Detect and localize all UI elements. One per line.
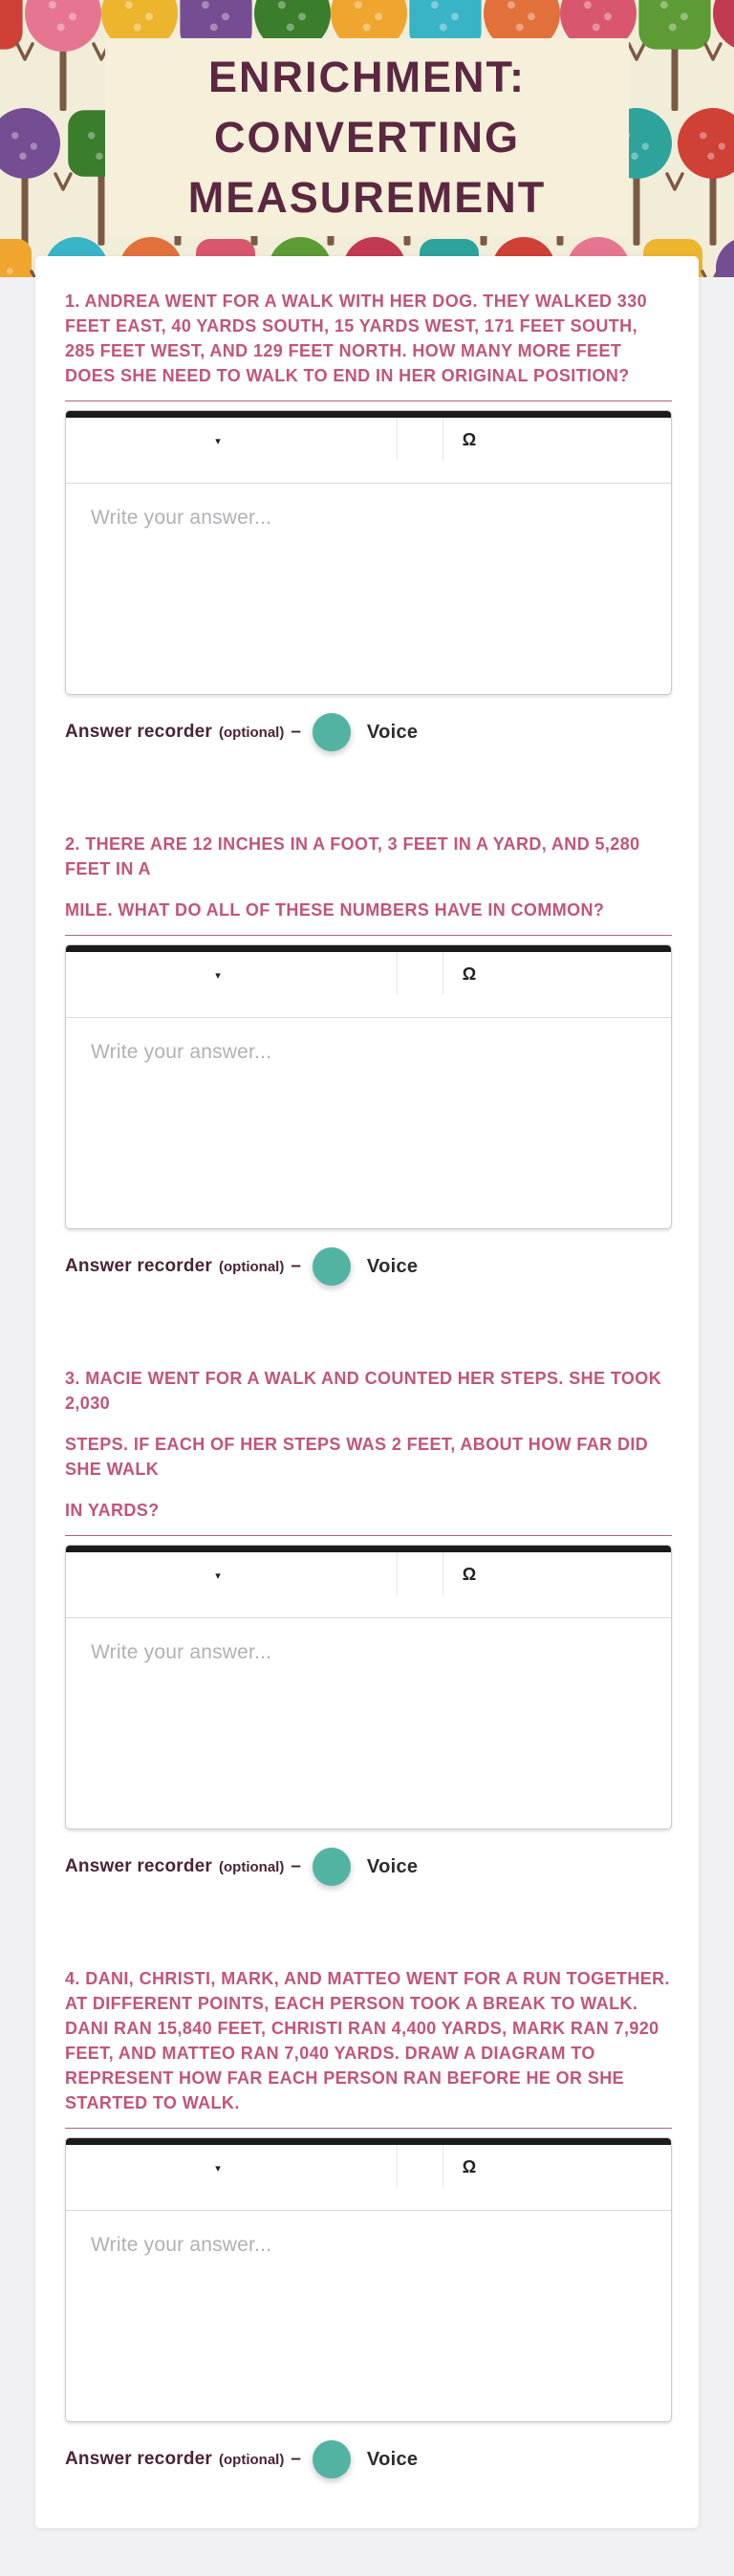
omega-icon: Ω xyxy=(462,429,477,449)
question-paragraph: STEPS. IF EACH OF HER STEPS WAS 2 FEET, ABOUT HOW FAR DID SHE WALK xyxy=(65,1435,649,1479)
voice-label: Voice xyxy=(366,1255,419,1277)
question-paragraph: 2. THERE ARE 12 INCHES IN A FOOT, 3 FEET IN A YARD, AND 5,280 FEET IN A xyxy=(65,834,640,878)
answer-editor xyxy=(65,410,672,695)
chevron-down-icon: ▾ xyxy=(215,435,221,447)
voice-label: Voice xyxy=(366,2448,419,2470)
answer-recorder-row xyxy=(65,713,672,751)
question-divider xyxy=(65,1535,672,1536)
question-text xyxy=(65,832,672,922)
question-divider xyxy=(65,400,672,401)
omega-icon: Ω xyxy=(462,1564,477,1584)
answer-placeholder: Write your answer... xyxy=(91,2234,272,2256)
question-divider xyxy=(65,935,672,936)
omega-icon: Ω xyxy=(462,2156,477,2176)
question-paragraph: 3. MACIE WENT FOR A WALK AND COUNTED HER STEPS. SHE TOOK 2,030 xyxy=(65,1369,662,1413)
answer-input[interactable] xyxy=(66,484,671,694)
answer-recorder-optional: (optional) xyxy=(219,1258,285,1275)
answer-recorder-dash: – xyxy=(291,722,301,742)
answer-recorder-row xyxy=(65,2440,672,2479)
question-paragraph: 1. ANDREA WENT FOR A WALK WITH HER DOG. THEY WALKED 330 FEET EAST, 40 YARDS SOUTH, 15 YARDS WEST, 171 FEET SOUTH, 285 FEET WEST, AND 129 FEET NORTH. HOW MANY MORE FEET DOES SHE NEED TO WALK TO END IN HER ORIGINAL POSITION? xyxy=(65,292,648,385)
answer-recorder-label: Answer recorder xyxy=(65,2449,213,2469)
question-text xyxy=(65,1366,672,1523)
toolbar-top-bar xyxy=(66,2138,671,2145)
question-block xyxy=(65,1966,672,2479)
question-paragraph: IN YARDS? xyxy=(65,1501,160,1520)
answer-recorder-optional: (optional) xyxy=(219,2451,285,2468)
chevron-down-icon: ▾ xyxy=(215,1569,221,1582)
paragraph-format-dropdown[interactable] xyxy=(198,1554,238,1594)
editor-toolbar xyxy=(66,2138,671,2211)
special-characters-button[interactable] xyxy=(448,419,490,461)
answer-recorder-label: Answer recorder xyxy=(65,1256,213,1276)
voice-record-button[interactable] xyxy=(313,1848,351,1886)
editor-toolbar xyxy=(66,411,671,484)
answer-input[interactable] xyxy=(66,2211,671,2421)
worksheet-card xyxy=(35,256,699,2528)
worksheet-title-box xyxy=(105,38,629,236)
toolbar-top-bar xyxy=(66,945,671,952)
question-block xyxy=(65,832,672,1286)
title-line: CONVERTING xyxy=(213,113,520,162)
answer-editor xyxy=(65,1545,672,1829)
special-characters-button[interactable] xyxy=(448,1553,490,1595)
omega-icon: Ω xyxy=(462,963,477,984)
answer-recorder-label: Answer recorder xyxy=(65,1856,213,1876)
toolbar-top-bar xyxy=(66,1546,671,1552)
answer-recorder-row xyxy=(65,1247,672,1286)
toolbar-separator xyxy=(397,418,398,461)
question-block xyxy=(65,1366,672,1886)
worksheet-header-image xyxy=(0,0,734,277)
special-characters-button[interactable] xyxy=(448,2146,490,2188)
answer-recorder-dash: – xyxy=(291,1256,301,1276)
answer-recorder-optional: (optional) xyxy=(219,1858,285,1875)
answer-recorder-dash: – xyxy=(291,1856,301,1876)
chevron-down-icon: ▾ xyxy=(215,969,221,982)
question-divider xyxy=(65,2128,672,2129)
answer-editor xyxy=(65,2137,672,2422)
question-text xyxy=(65,289,672,388)
voice-label: Voice xyxy=(366,721,419,743)
answer-placeholder: Write your answer... xyxy=(91,507,272,529)
voice-label: Voice xyxy=(366,1855,419,1877)
answer-recorder-dash: – xyxy=(291,2449,301,2469)
answer-input[interactable] xyxy=(66,1618,671,1829)
question-paragraph: MILE. WHAT DO ALL OF THESE NUMBERS HAVE IN COMMON? xyxy=(65,900,605,920)
answer-editor xyxy=(65,944,672,1229)
voice-record-button[interactable] xyxy=(313,1247,351,1286)
editor-toolbar xyxy=(66,1546,671,1618)
toolbar-separator xyxy=(397,952,398,995)
worksheet-title xyxy=(188,47,547,227)
toolbar-separator xyxy=(397,2145,398,2188)
answer-placeholder: Write your answer... xyxy=(91,1041,272,1063)
answer-placeholder: Write your answer... xyxy=(91,1641,272,1663)
toolbar-separator xyxy=(397,1552,398,1595)
answer-recorder-label: Answer recorder xyxy=(65,722,213,742)
answer-input[interactable] xyxy=(66,1018,671,1228)
answer-recorder-optional: (optional) xyxy=(219,724,285,741)
title-line: MEASUREMENT xyxy=(187,173,547,222)
special-characters-button[interactable] xyxy=(448,953,490,995)
title-line: ENRICHMENT: xyxy=(207,53,526,101)
voice-record-button[interactable] xyxy=(313,2440,351,2479)
question-paragraph: 4. DANI, CHRISTI, MARK, AND MATTEO WENT FOR A RUN TOGETHER. AT DIFFERENT POINTS, EACH PERSON TOOK A BREAK TO WALK. DANI RAN 15,840 FEET, CHRISTI RAN 4,400 YARDS, MARK RAN 7,920 FEET, AND MATTEO RAN 7,040 YARDS. DRAW A DIAGRAM TO REPRESENT HOW FAR EACH PERSON RAN BEFORE HE OR SHE STARTED TO WALK. xyxy=(65,1969,670,2112)
answer-recorder-row xyxy=(65,1848,672,1886)
toolbar-top-bar xyxy=(66,411,671,418)
chevron-down-icon: ▾ xyxy=(215,2162,221,2175)
question-block xyxy=(65,289,672,751)
paragraph-format-dropdown[interactable] xyxy=(198,2147,238,2187)
editor-toolbar xyxy=(66,945,671,1018)
question-text xyxy=(65,1966,672,2115)
paragraph-format-dropdown[interactable] xyxy=(198,954,238,994)
paragraph-format-dropdown[interactable] xyxy=(198,420,238,460)
voice-record-button[interactable] xyxy=(313,713,351,751)
